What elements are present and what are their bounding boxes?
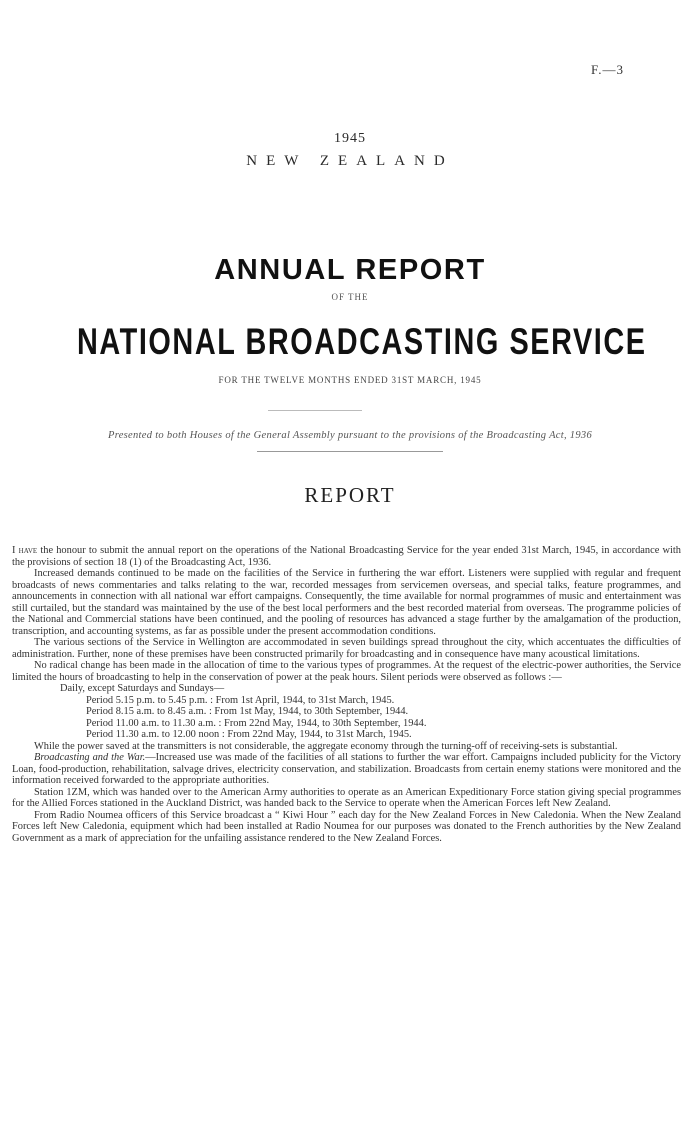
war-text: —Increased use was made of the facilities of all stations to further the war effort. Campaigns included publicity for the Victory Loan, food-production, rehabilitation, salvage drives, electricity conservation, and stabilization. Broadcasts from certain enemy stations were monitored and the information received forwarded to the appropriate authorities. [12,752,681,786]
report-period: FOR THE TWELVE MONTHS ENDED 31ST MARCH, 1945 [218,375,482,385]
schedule-row: Period 11.00 a.m. to 11.30 a.m. : From 22nd May, 1944, to 30th September, 1944. [86,717,427,729]
paragraph-war-effort: Increased demands continued to be made on the facilities of the Service in furthering the war effort. Listeners were supplied with regular and frequent broadcasts of news commentaries and talks relating to the war, recorded messages from servicemen overseas, and special talks, feature programmes, and announcements in connection with all national war effort campaigns. Consequently, the time available for normal programmes of music and entertainment was still curtailed, but the standard was maintained by the use of the best local performers and the best recorded material from overseas. The programme policies of the National and Commercial stations have been continued, and the pooling of resources has advanced a stage further by the amalgamation of the production, transcription, and accounting systems, as far as possible under the present accommodation conditions. [12,568,681,637]
presented-note: Presented to both Houses of the General Assembly pursuant to the provisions of the Broadcasting Act, 1936 [107,430,593,441]
of-the-label: OF THE [331,292,369,302]
divider-long [257,451,443,452]
intro-lead: I have [12,545,38,556]
intro-text: the honour to submit the annual report on the operations of the National Broadcasting Service for the year ended 31st March, 1945, in accordance with the provisions of section 18 (1) of the Broadcasting Act, 1936. [12,545,681,568]
intro-paragraph [12,545,681,568]
report-body [12,545,681,844]
service-name-title: NATIONAL BROADCASTING SERVICE [77,321,647,362]
paragraph-broadcasting-war [12,752,681,787]
paragraph-allocation: No radical change has been made in the allocation of time to the various types of programmes. At the request of the electric-power authorities, the Service limited the hours of broadcasting to help in the conservation of power at the peak hours. Silent periods were observed as follows :— [12,660,681,683]
schedule-row: Period 8.15 a.m. to 8.45 a.m. : From 1st May, 1944, to 30th September, 1944. [86,706,409,717]
schedule-row: Period 5.15 p.m. to 5.45 p.m. : From 1st April, 1944, to 31st March, 1945. [86,694,395,706]
country-title: NEW ZEALAND [246,153,454,169]
paragraph-accommodation: The various sections of the Service in Wellington are accommodated in seven buildings spread throughout the city, which accentuates the difficulties of administration. Further, none of these premises have been constructed primarily for broadcasting and in consequence have many acoustical limitations. [12,637,681,660]
schedule-row: Period 11.30 a.m. to 12.00 noon : From 22nd May, 1944, to 31st March, 1945. [86,729,412,740]
war-subheading: Broadcasting and the War. [34,752,146,763]
report-heading: REPORT [304,483,396,507]
schedule-heading: Daily, except Saturdays and Sundays— [60,683,225,694]
annual-report-title: ANNUAL REPORT [214,254,486,286]
paragraph-station-1zm: Station 1ZM, which was handed over to the American Army authorities to operate as an American Expeditionary Force station giving special programmes for the Allied Forces stationed in the Auckland District, was handed back to the Service to operate when the American Forces left New Zealand. [12,786,681,809]
silent-periods-schedule [60,683,681,741]
paragraph-power-saved: While the power saved at the transmitters is not considerable, the aggregate economy through the turning-off of receiving-sets is substantial. [34,740,618,752]
divider-short [268,410,362,411]
paragraph-radio-noumea: From Radio Noumea officers of this Service broadcast a “ Kiwi Hour ” each day for the New Zealand Forces in New Caledonia. When the New Zealand Forces left New Caledonia, equipment which had been installed at Radio Noumea for our purposes was donated to the French authorities by the New Zealand Government as a mark of appreciation for the unfailing assistance rendered to the New Zealand Forces. [12,809,681,844]
page-reference: F.—3 [591,62,624,77]
report-year: 1945 [334,131,366,146]
